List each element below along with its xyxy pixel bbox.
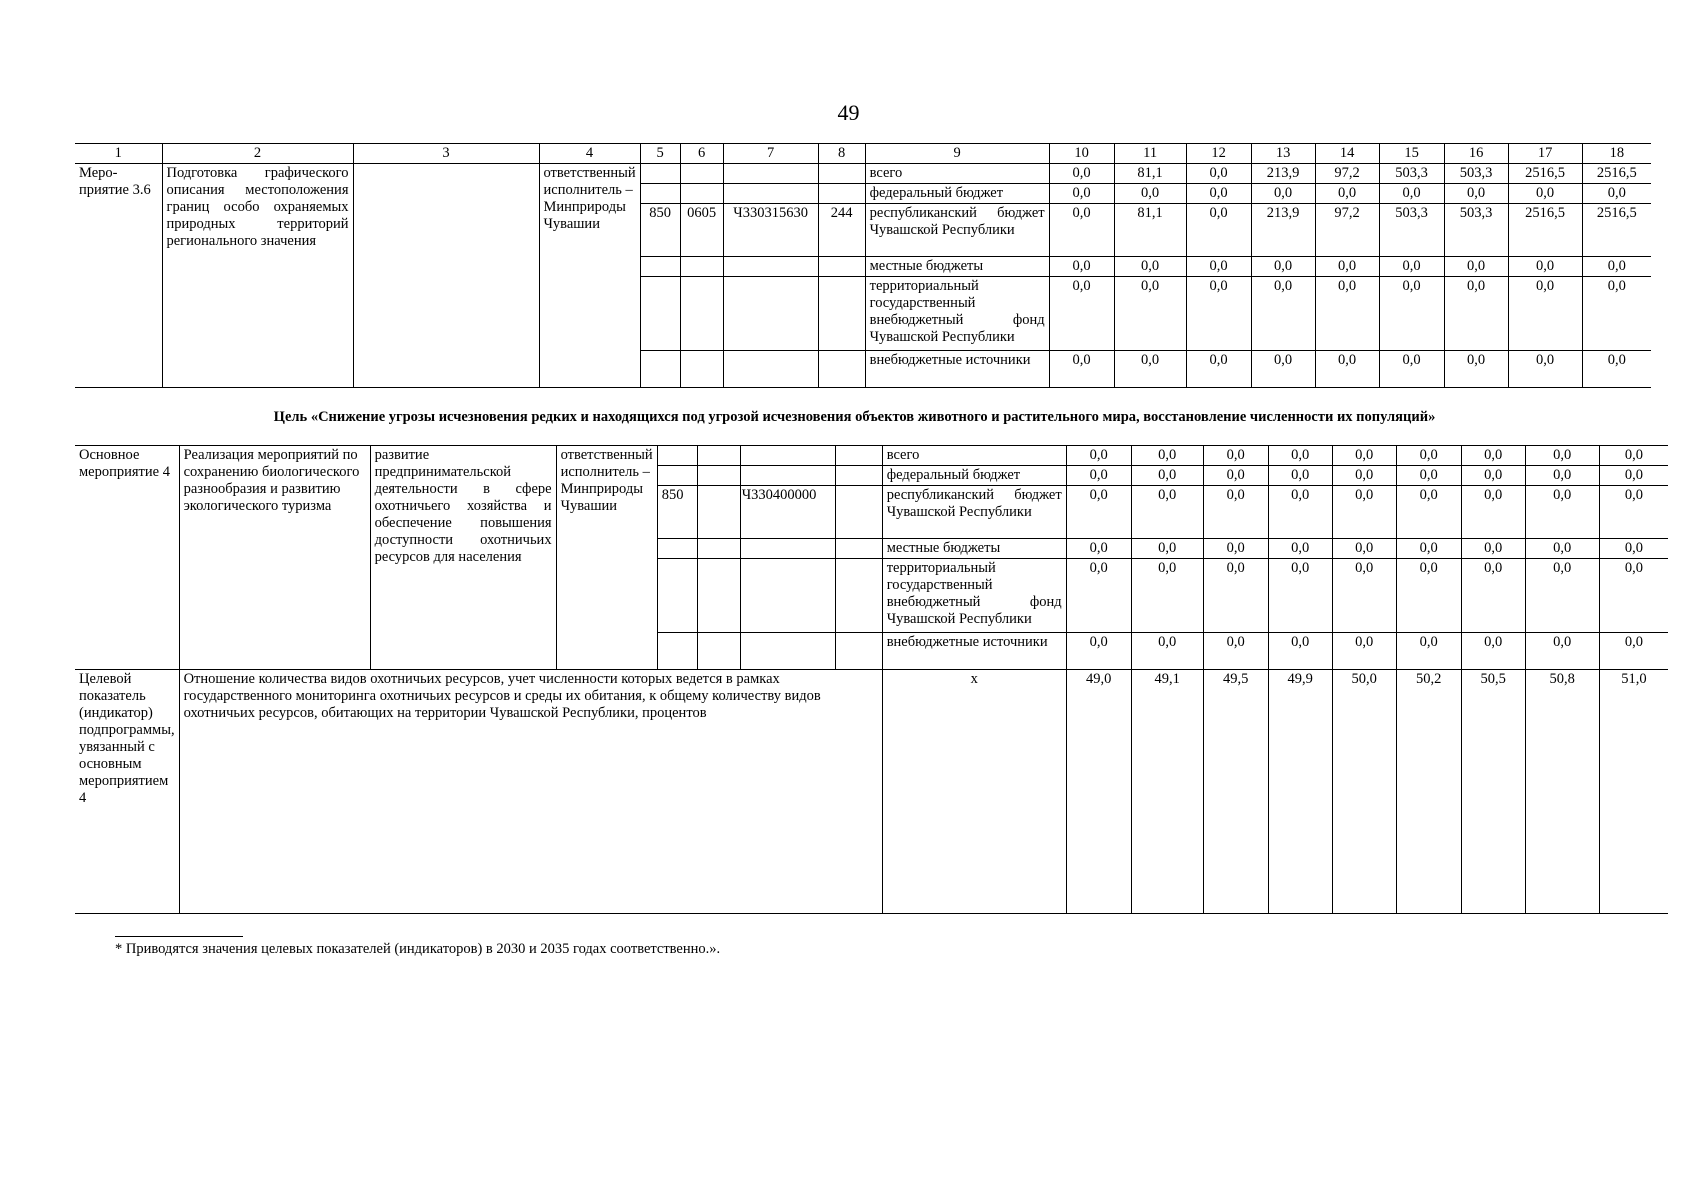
value-cell: 0,0	[1582, 184, 1651, 204]
value-cell: 0,0	[1396, 486, 1461, 539]
funding-source: федеральный бюджет	[882, 466, 1066, 486]
value-cell: 0,0	[1444, 277, 1508, 351]
rzpr-cell	[680, 277, 723, 351]
value-cell: 0,0	[1049, 257, 1114, 277]
value-cell: 97,2	[1315, 204, 1379, 257]
value-cell: 81,1	[1114, 204, 1186, 257]
value-cell: 0,0	[1332, 539, 1396, 559]
value-cell: 0,0	[1396, 559, 1461, 633]
measure-label: Основное мероприятие 4	[75, 446, 179, 670]
vr-cell	[835, 633, 882, 670]
value-cell: 0,0	[1379, 351, 1444, 388]
funding-source: республиканский бюджет Чувашской Республики	[865, 204, 1049, 257]
value-cell: 0,0	[1066, 539, 1131, 559]
measure-label: Меро-приятие 3.6	[75, 164, 162, 388]
csr-cell: Ч330400000	[740, 486, 835, 539]
value-cell: 0,0	[1186, 164, 1251, 184]
grbs-cell	[640, 257, 680, 277]
indicator-text: Отношение количества видов охотничьих ресурсов, учет численности которых ведется в рамках государственного мониторинга охотничьих ресурсов и среды их обитания, к общему количеству видов охотничьих ресурсов, обитающих на территории Чувашской Республики, процентов	[179, 670, 882, 914]
value-cell: 0,0	[1315, 184, 1379, 204]
value-cell: 0,0	[1525, 486, 1599, 539]
vr-cell	[818, 257, 865, 277]
rzpr-cell: 0605	[680, 204, 723, 257]
vr-cell	[835, 446, 882, 466]
table-row	[75, 446, 1668, 466]
rzpr-cell	[680, 184, 723, 204]
value-cell: 0,0	[1251, 351, 1315, 388]
measure-task: развитие предпринимательской деятельности в сфере охотничьего хозяйства и обеспечение повышения доступности охотничьих ресурсов для населения	[370, 446, 556, 670]
value-cell: 0,0	[1396, 633, 1461, 670]
value-cell: 0,0	[1461, 633, 1525, 670]
value-cell: 0,0	[1599, 466, 1668, 486]
rzpr-cell	[697, 466, 740, 486]
page-number: 49	[837, 100, 860, 125]
value-cell: 0,0	[1203, 446, 1268, 466]
csr-cell	[723, 164, 818, 184]
vr-cell	[818, 277, 865, 351]
col-header: 1	[75, 144, 162, 164]
value-cell: 2516,5	[1508, 204, 1582, 257]
value-cell: 0,0	[1251, 277, 1315, 351]
grbs-cell: 850	[657, 486, 697, 539]
funding-source: территориальный государственный внебюджетный фонд Чувашской Республики	[865, 277, 1049, 351]
value-cell: 0,0	[1315, 257, 1379, 277]
value-cell: 0,0	[1203, 486, 1268, 539]
value-cell: 0,0	[1049, 351, 1114, 388]
value-cell: 0,0	[1508, 257, 1582, 277]
value-cell: 0,0	[1461, 559, 1525, 633]
value-cell: 0,0	[1203, 466, 1268, 486]
col-header: 16	[1444, 144, 1508, 164]
rzpr-cell	[697, 539, 740, 559]
grbs-cell	[657, 633, 697, 670]
value-cell: 0,0	[1332, 466, 1396, 486]
rzpr-cell	[680, 164, 723, 184]
funding-source: местные бюджеты	[882, 539, 1066, 559]
footnote: * Приводятся значения целевых показателей (индикаторов) в 2030 и 2035 годах соответственно.».	[115, 941, 721, 957]
value-cell: 0,0	[1186, 257, 1251, 277]
value-cell: 0,0	[1379, 277, 1444, 351]
grbs-cell	[657, 466, 697, 486]
value-cell: 0,0	[1525, 633, 1599, 670]
value-cell: 213,9	[1251, 204, 1315, 257]
value-cell: 2516,5	[1582, 204, 1651, 257]
value-cell: 0,0	[1461, 539, 1525, 559]
value-cell: 0,0	[1332, 446, 1396, 466]
value-cell: 0,0	[1066, 486, 1131, 539]
indicator-value: 49,0	[1066, 670, 1131, 914]
measure-executor: ответственный исполнитель – Минприроды Чувашии	[556, 446, 657, 670]
value-cell: 0,0	[1131, 633, 1203, 670]
value-cell: 0,0	[1131, 486, 1203, 539]
value-cell: 0,0	[1066, 559, 1131, 633]
funding-source: республиканский бюджет Чувашской Республики	[882, 486, 1066, 539]
measure-executor: ответственный исполнитель – Минприроды Чувашии	[539, 164, 640, 388]
rzpr-cell	[697, 633, 740, 670]
value-cell: 0,0	[1396, 446, 1461, 466]
measure-4-table	[75, 445, 1668, 914]
value-cell: 0,0	[1131, 446, 1203, 466]
value-cell: 0,0	[1114, 277, 1186, 351]
col-header: 17	[1508, 144, 1582, 164]
csr-cell	[723, 277, 818, 351]
indicator-value: 51,0	[1599, 670, 1668, 914]
value-cell: 503,3	[1379, 164, 1444, 184]
measure-3-6-table	[75, 143, 1651, 388]
value-cell: 0,0	[1525, 466, 1599, 486]
value-cell: 0,0	[1332, 486, 1396, 539]
value-cell: 0,0	[1461, 446, 1525, 466]
value-cell: 2516,5	[1582, 164, 1651, 184]
csr-cell	[740, 466, 835, 486]
grbs-cell	[640, 277, 680, 351]
value-cell: 213,9	[1251, 164, 1315, 184]
value-cell: 503,3	[1444, 164, 1508, 184]
value-cell: 0,0	[1186, 277, 1251, 351]
csr-cell	[740, 446, 835, 466]
indicator-value: 50,0	[1332, 670, 1396, 914]
value-cell: 0,0	[1268, 559, 1332, 633]
value-cell: 0,0	[1315, 351, 1379, 388]
indicator-label: Целевой показатель (индикатор) подпрограммы, увязанный с основным мероприятием 4	[75, 670, 179, 914]
value-cell: 0,0	[1049, 164, 1114, 184]
value-cell: 0,0	[1461, 486, 1525, 539]
value-cell: 0,0	[1396, 466, 1461, 486]
col-header: 13	[1251, 144, 1315, 164]
csr-cell	[740, 633, 835, 670]
indicator-mark: x	[882, 670, 1066, 914]
grbs-cell	[657, 539, 697, 559]
value-cell: 0,0	[1049, 184, 1114, 204]
measure-description: Реализация мероприятий по сохранению биологического разнообразия и развитию экологического туризма	[179, 446, 370, 670]
value-cell: 0,0	[1268, 633, 1332, 670]
value-cell: 0,0	[1203, 559, 1268, 633]
funding-source: территориальный государственный внебюджетный фонд Чувашской Республики	[882, 559, 1066, 633]
col-header: 14	[1315, 144, 1379, 164]
value-cell: 0,0	[1525, 539, 1599, 559]
value-cell: 0,0	[1461, 466, 1525, 486]
vr-cell	[818, 351, 865, 388]
value-cell: 503,3	[1444, 204, 1508, 257]
vr-cell	[835, 466, 882, 486]
col-header: 12	[1186, 144, 1251, 164]
value-cell: 0,0	[1444, 351, 1508, 388]
funding-source: местные бюджеты	[865, 257, 1049, 277]
grbs-cell	[657, 559, 697, 633]
value-cell: 0,0	[1186, 184, 1251, 204]
value-cell: 0,0	[1131, 559, 1203, 633]
value-cell: 0,0	[1114, 257, 1186, 277]
value-cell: 0,0	[1379, 184, 1444, 204]
col-header: 5	[640, 144, 680, 164]
col-header: 18	[1582, 144, 1651, 164]
csr-cell	[740, 559, 835, 633]
value-cell: 0,0	[1315, 277, 1379, 351]
rzpr-cell	[680, 351, 723, 388]
col-header: 15	[1379, 144, 1444, 164]
value-cell: 0,0	[1582, 351, 1651, 388]
grbs-cell	[640, 164, 680, 184]
value-cell: 0,0	[1444, 184, 1508, 204]
col-header: 6	[680, 144, 723, 164]
funding-source: всего	[865, 164, 1049, 184]
value-cell: 0,0	[1599, 539, 1668, 559]
value-cell: 0,0	[1332, 633, 1396, 670]
grbs-cell	[657, 446, 697, 466]
footnote-divider	[115, 936, 243, 937]
value-cell: 503,3	[1379, 204, 1444, 257]
indicator-value: 49,9	[1268, 670, 1332, 914]
value-cell: 0,0	[1508, 277, 1582, 351]
value-cell: 0,0	[1251, 184, 1315, 204]
value-cell: 0,0	[1049, 204, 1114, 257]
value-cell: 0,0	[1066, 446, 1131, 466]
value-cell: 0,0	[1582, 277, 1651, 351]
vr-cell	[835, 539, 882, 559]
table-row	[75, 164, 1651, 184]
funding-source: всего	[882, 446, 1066, 466]
measure-description: Подготовка графического описания местоположения границ особо охраняемых природных территорий регионального значения	[162, 164, 353, 388]
rzpr-cell	[697, 486, 740, 539]
indicator-value: 50,8	[1525, 670, 1599, 914]
value-cell: 0,0	[1066, 466, 1131, 486]
value-cell: 0,0	[1508, 184, 1582, 204]
csr-cell: Ч330315630	[723, 204, 818, 257]
col-header: 4	[539, 144, 640, 164]
value-cell: 0,0	[1444, 257, 1508, 277]
rzpr-cell	[697, 559, 740, 633]
csr-cell	[740, 539, 835, 559]
value-cell: 0,0	[1599, 633, 1668, 670]
funding-source: внебюджетные источники	[865, 351, 1049, 388]
grbs-cell: 850	[640, 204, 680, 257]
goal-heading: Цель «Снижение угрозы исчезновения редких и находящихся под угрозой исчезновения объектов животного и растительного мира, восстановление численности их популяций»	[273, 409, 1436, 425]
value-cell: 81,1	[1114, 164, 1186, 184]
col-header: 11	[1114, 144, 1186, 164]
indicator-value: 50,2	[1396, 670, 1461, 914]
value-cell: 0,0	[1203, 633, 1268, 670]
vr-cell	[818, 184, 865, 204]
value-cell: 0,0	[1131, 539, 1203, 559]
value-cell: 0,0	[1599, 559, 1668, 633]
value-cell: 0,0	[1203, 539, 1268, 559]
value-cell: 0,0	[1379, 257, 1444, 277]
indicator-value: 50,5	[1461, 670, 1525, 914]
value-cell: 97,2	[1315, 164, 1379, 184]
value-cell: 0,0	[1268, 486, 1332, 539]
grbs-cell	[640, 351, 680, 388]
measure-task	[353, 164, 539, 388]
value-cell: 0,0	[1049, 277, 1114, 351]
indicator-value: 49,1	[1131, 670, 1203, 914]
vr-cell	[818, 164, 865, 184]
col-header: 10	[1049, 144, 1114, 164]
col-header: 3	[353, 144, 539, 164]
value-cell: 0,0	[1268, 446, 1332, 466]
vr-cell	[835, 559, 882, 633]
value-cell: 0,0	[1396, 539, 1461, 559]
header-row	[75, 144, 1651, 164]
value-cell: 0,0	[1599, 486, 1668, 539]
value-cell: 0,0	[1131, 466, 1203, 486]
value-cell: 0,0	[1525, 446, 1599, 466]
rzpr-cell	[697, 446, 740, 466]
value-cell: 0,0	[1268, 466, 1332, 486]
value-cell: 0,0	[1508, 351, 1582, 388]
funding-source: федеральный бюджет	[865, 184, 1049, 204]
funding-source: внебюджетные источники	[882, 633, 1066, 670]
value-cell: 0,0	[1525, 559, 1599, 633]
value-cell: 0,0	[1114, 351, 1186, 388]
value-cell: 2516,5	[1508, 164, 1582, 184]
rzpr-cell	[680, 257, 723, 277]
value-cell: 0,0	[1268, 539, 1332, 559]
vr-cell	[835, 486, 882, 539]
value-cell: 0,0	[1251, 257, 1315, 277]
value-cell: 0,0	[1114, 184, 1186, 204]
value-cell: 0,0	[1332, 559, 1396, 633]
csr-cell	[723, 257, 818, 277]
csr-cell	[723, 351, 818, 388]
col-header: 7	[723, 144, 818, 164]
csr-cell	[723, 184, 818, 204]
grbs-cell	[640, 184, 680, 204]
value-cell: 0,0	[1066, 633, 1131, 670]
indicator-value: 49,5	[1203, 670, 1268, 914]
vr-cell: 244	[818, 204, 865, 257]
indicator-row	[75, 670, 1668, 914]
value-cell: 0,0	[1186, 204, 1251, 257]
col-header: 2	[162, 144, 353, 164]
value-cell: 0,0	[1186, 351, 1251, 388]
col-header: 9	[865, 144, 1049, 164]
col-header: 8	[818, 144, 865, 164]
value-cell: 0,0	[1599, 446, 1668, 466]
value-cell: 0,0	[1582, 257, 1651, 277]
